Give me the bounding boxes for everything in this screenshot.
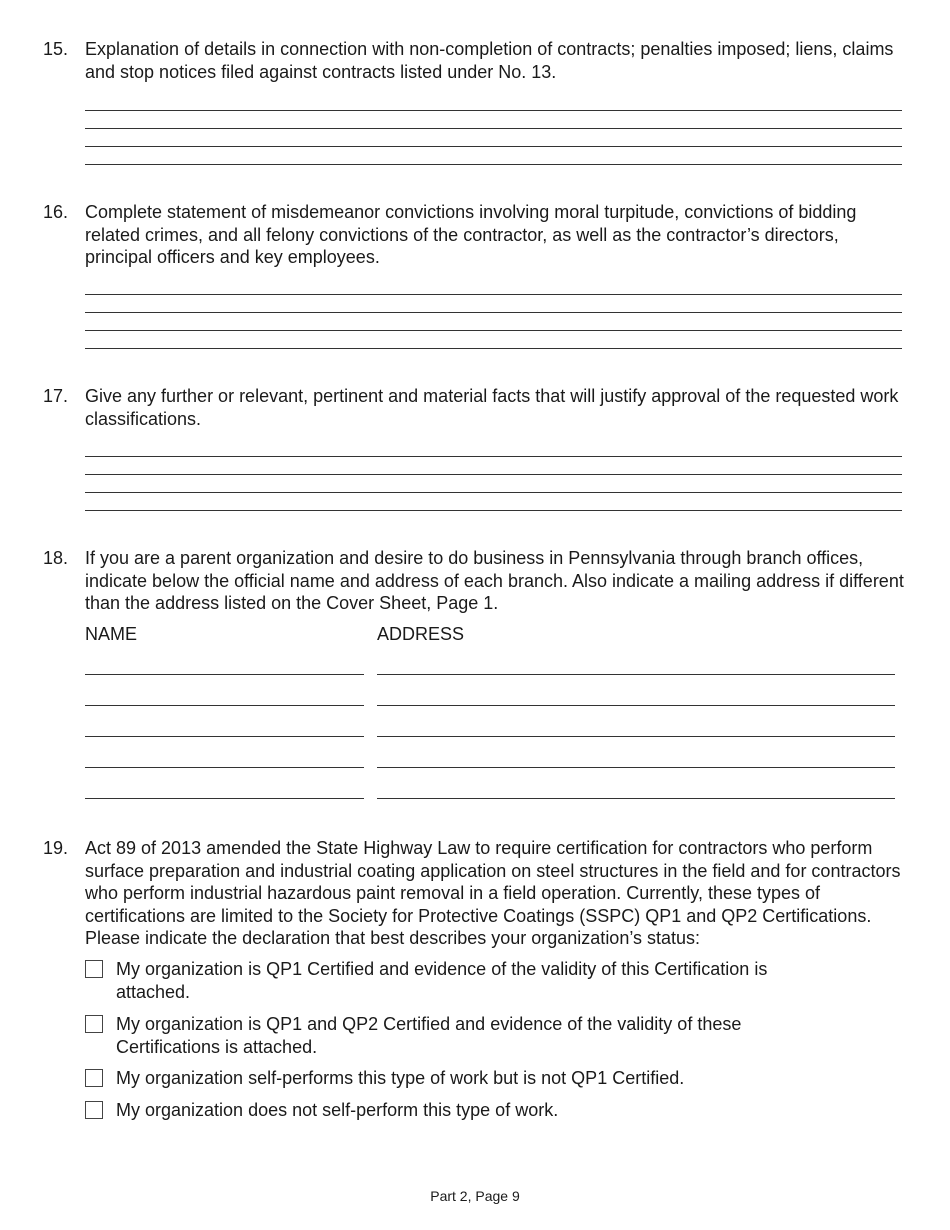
- question-number: 16.: [43, 202, 69, 222]
- name-column-header: NAME: [85, 624, 138, 644]
- checkbox-qp1-qp2-certified[interactable]: [85, 1015, 103, 1033]
- answer-line-16-3[interactable]: [85, 330, 902, 331]
- answer-line-15-1[interactable]: [85, 110, 902, 111]
- option-label: My organization is QP1 and QP2 Certified and evidence of the validity of these Certifications is attached.: [116, 1014, 742, 1057]
- answer-line-17-4[interactable]: [85, 510, 902, 511]
- checkbox-qp1-certified[interactable]: [85, 960, 103, 978]
- question-text: Act 89 of 2013 amended the State Highway Law to require certification for contractors who perform surface preparation and industrial coating application on steel structures in the field and for contractors who perform industrial hazardous paint removal in a field operation. Currently, these types of certifications are limited to the Society for Protective Coatings (SSPC) QP1 and QP2 Certifications. Please indicate the declaration that best describes your organization’s status:: [85, 838, 901, 948]
- answer-line-17-3[interactable]: [85, 492, 902, 493]
- question-text: Complete statement of misdemeanor convictions involving moral turpitude, convictions of bidding related crimes, and all felony convictions of the contractor, as well as the contractor’s directors, principal officers and key employees.: [85, 202, 857, 267]
- question-number: 15.: [43, 39, 69, 59]
- option-label: My organization is QP1 Certified and evidence of the validity of this Certification is attached.: [116, 959, 768, 1002]
- question-number: 18.: [43, 548, 69, 568]
- branch-name-line-4[interactable]: [85, 767, 364, 768]
- question-number: 19.: [43, 838, 69, 858]
- branch-name-line-3[interactable]: [85, 736, 364, 737]
- branch-address-line-2[interactable]: [377, 705, 895, 706]
- branch-address-line-4[interactable]: [377, 767, 895, 768]
- answer-line-16-4[interactable]: [85, 348, 902, 349]
- answer-line-17-1[interactable]: [85, 456, 902, 457]
- option-label: My organization does not self-perform this type of work.: [116, 1100, 559, 1120]
- answer-line-15-3[interactable]: [85, 146, 902, 147]
- question-number: 17.: [43, 386, 69, 406]
- branch-address-line-3[interactable]: [377, 736, 895, 737]
- answer-line-16-2[interactable]: [85, 312, 902, 313]
- question-text: If you are a parent organization and desire to do business in Pennsylvania through branch offices, indicate below the official name and address of each branch. Also indicate a mailing address if different than the address listed on the Cover Sheet, Page 1.: [85, 548, 904, 613]
- question-text: Give any further or relevant, pertinent and material facts that will justify approval of the requested work classifications.: [85, 386, 899, 429]
- answer-line-16-1[interactable]: [85, 294, 902, 295]
- answer-line-15-4[interactable]: [85, 164, 902, 165]
- option-label: My organization self-performs this type of work but is not QP1 Certified.: [116, 1068, 685, 1088]
- branch-name-line-2[interactable]: [85, 705, 364, 706]
- page-footer: Part 2, Page 9: [430, 1188, 520, 1204]
- checkbox-self-performs-not-certified[interactable]: [85, 1069, 103, 1087]
- question-text: Explanation of details in connection with non-completion of contracts; penalties imposed; liens, claims and stop notices filed against contracts listed under No. 13.: [85, 39, 894, 82]
- branch-name-line-5[interactable]: [85, 798, 364, 799]
- branch-address-line-1[interactable]: [377, 674, 895, 675]
- branch-name-line-1[interactable]: [85, 674, 364, 675]
- branch-address-line-5[interactable]: [377, 798, 895, 799]
- answer-line-17-2[interactable]: [85, 474, 902, 475]
- address-column-header: ADDRESS: [377, 624, 465, 644]
- answer-line-15-2[interactable]: [85, 128, 902, 129]
- checkbox-does-not-self-perform[interactable]: [85, 1101, 103, 1119]
